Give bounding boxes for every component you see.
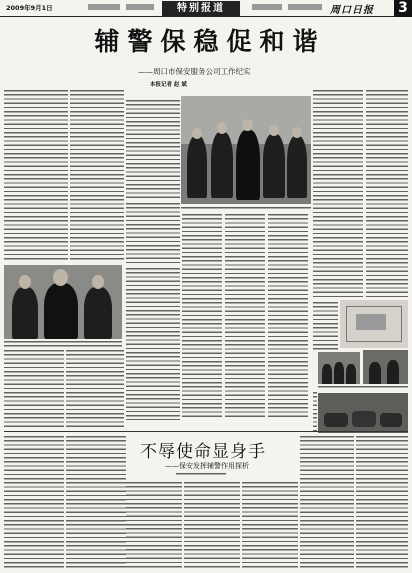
- article-column: [313, 302, 338, 350]
- section-divider: [4, 431, 408, 432]
- main-byline: 本报记者 赵 斌: [150, 82, 187, 88]
- header-meta-block: [252, 4, 282, 10]
- meeting-photo: [318, 352, 360, 384]
- meeting-photo: [363, 350, 408, 384]
- article-column: [4, 436, 64, 570]
- header-meta-block: [88, 4, 120, 10]
- issue-date: 2009年9月1日: [6, 4, 53, 12]
- article-column: [126, 268, 180, 420]
- article-column: [66, 436, 126, 570]
- newspaper-masthead: 周口日报: [330, 5, 374, 16]
- second-byline: [176, 473, 226, 477]
- header-meta-block: [126, 4, 154, 10]
- second-subtitle: ——保安发挥辅警作用探析: [165, 462, 249, 470]
- section-title: 特别报道: [162, 1, 240, 16]
- article-column: [268, 214, 308, 420]
- article-column: [182, 214, 222, 420]
- photo-caption: [4, 341, 122, 347]
- article-column: [366, 90, 408, 300]
- article-column: [126, 100, 180, 200]
- article-column: [126, 203, 180, 265]
- header-meta-block: [288, 4, 322, 10]
- patrol-vehicles-photo: [318, 393, 408, 433]
- article-column: [4, 350, 64, 428]
- second-headline: 不辱使命显身手: [140, 442, 266, 462]
- article-column: [242, 482, 298, 570]
- group-of-officers-photo: [181, 96, 311, 204]
- article-column: [126, 482, 182, 570]
- article-column: [356, 436, 408, 570]
- article-column: [4, 90, 68, 262]
- article-column: [66, 350, 124, 428]
- article-column: [225, 214, 265, 420]
- main-headline: 辅警保稳促和谐: [94, 27, 326, 56]
- article-column: [300, 436, 354, 570]
- article-column: [313, 392, 317, 432]
- photo-caption: [318, 386, 408, 390]
- page-number: 3: [394, 0, 412, 17]
- site-map-photo: [340, 300, 408, 348]
- article-column: [184, 482, 240, 570]
- article-column: [70, 90, 124, 262]
- main-subtitle: ——周口市保安服务公司工作纪实: [138, 67, 251, 76]
- officers-portrait-photo: [4, 265, 122, 339]
- article-column: [313, 90, 363, 300]
- photo-caption: [181, 207, 311, 211]
